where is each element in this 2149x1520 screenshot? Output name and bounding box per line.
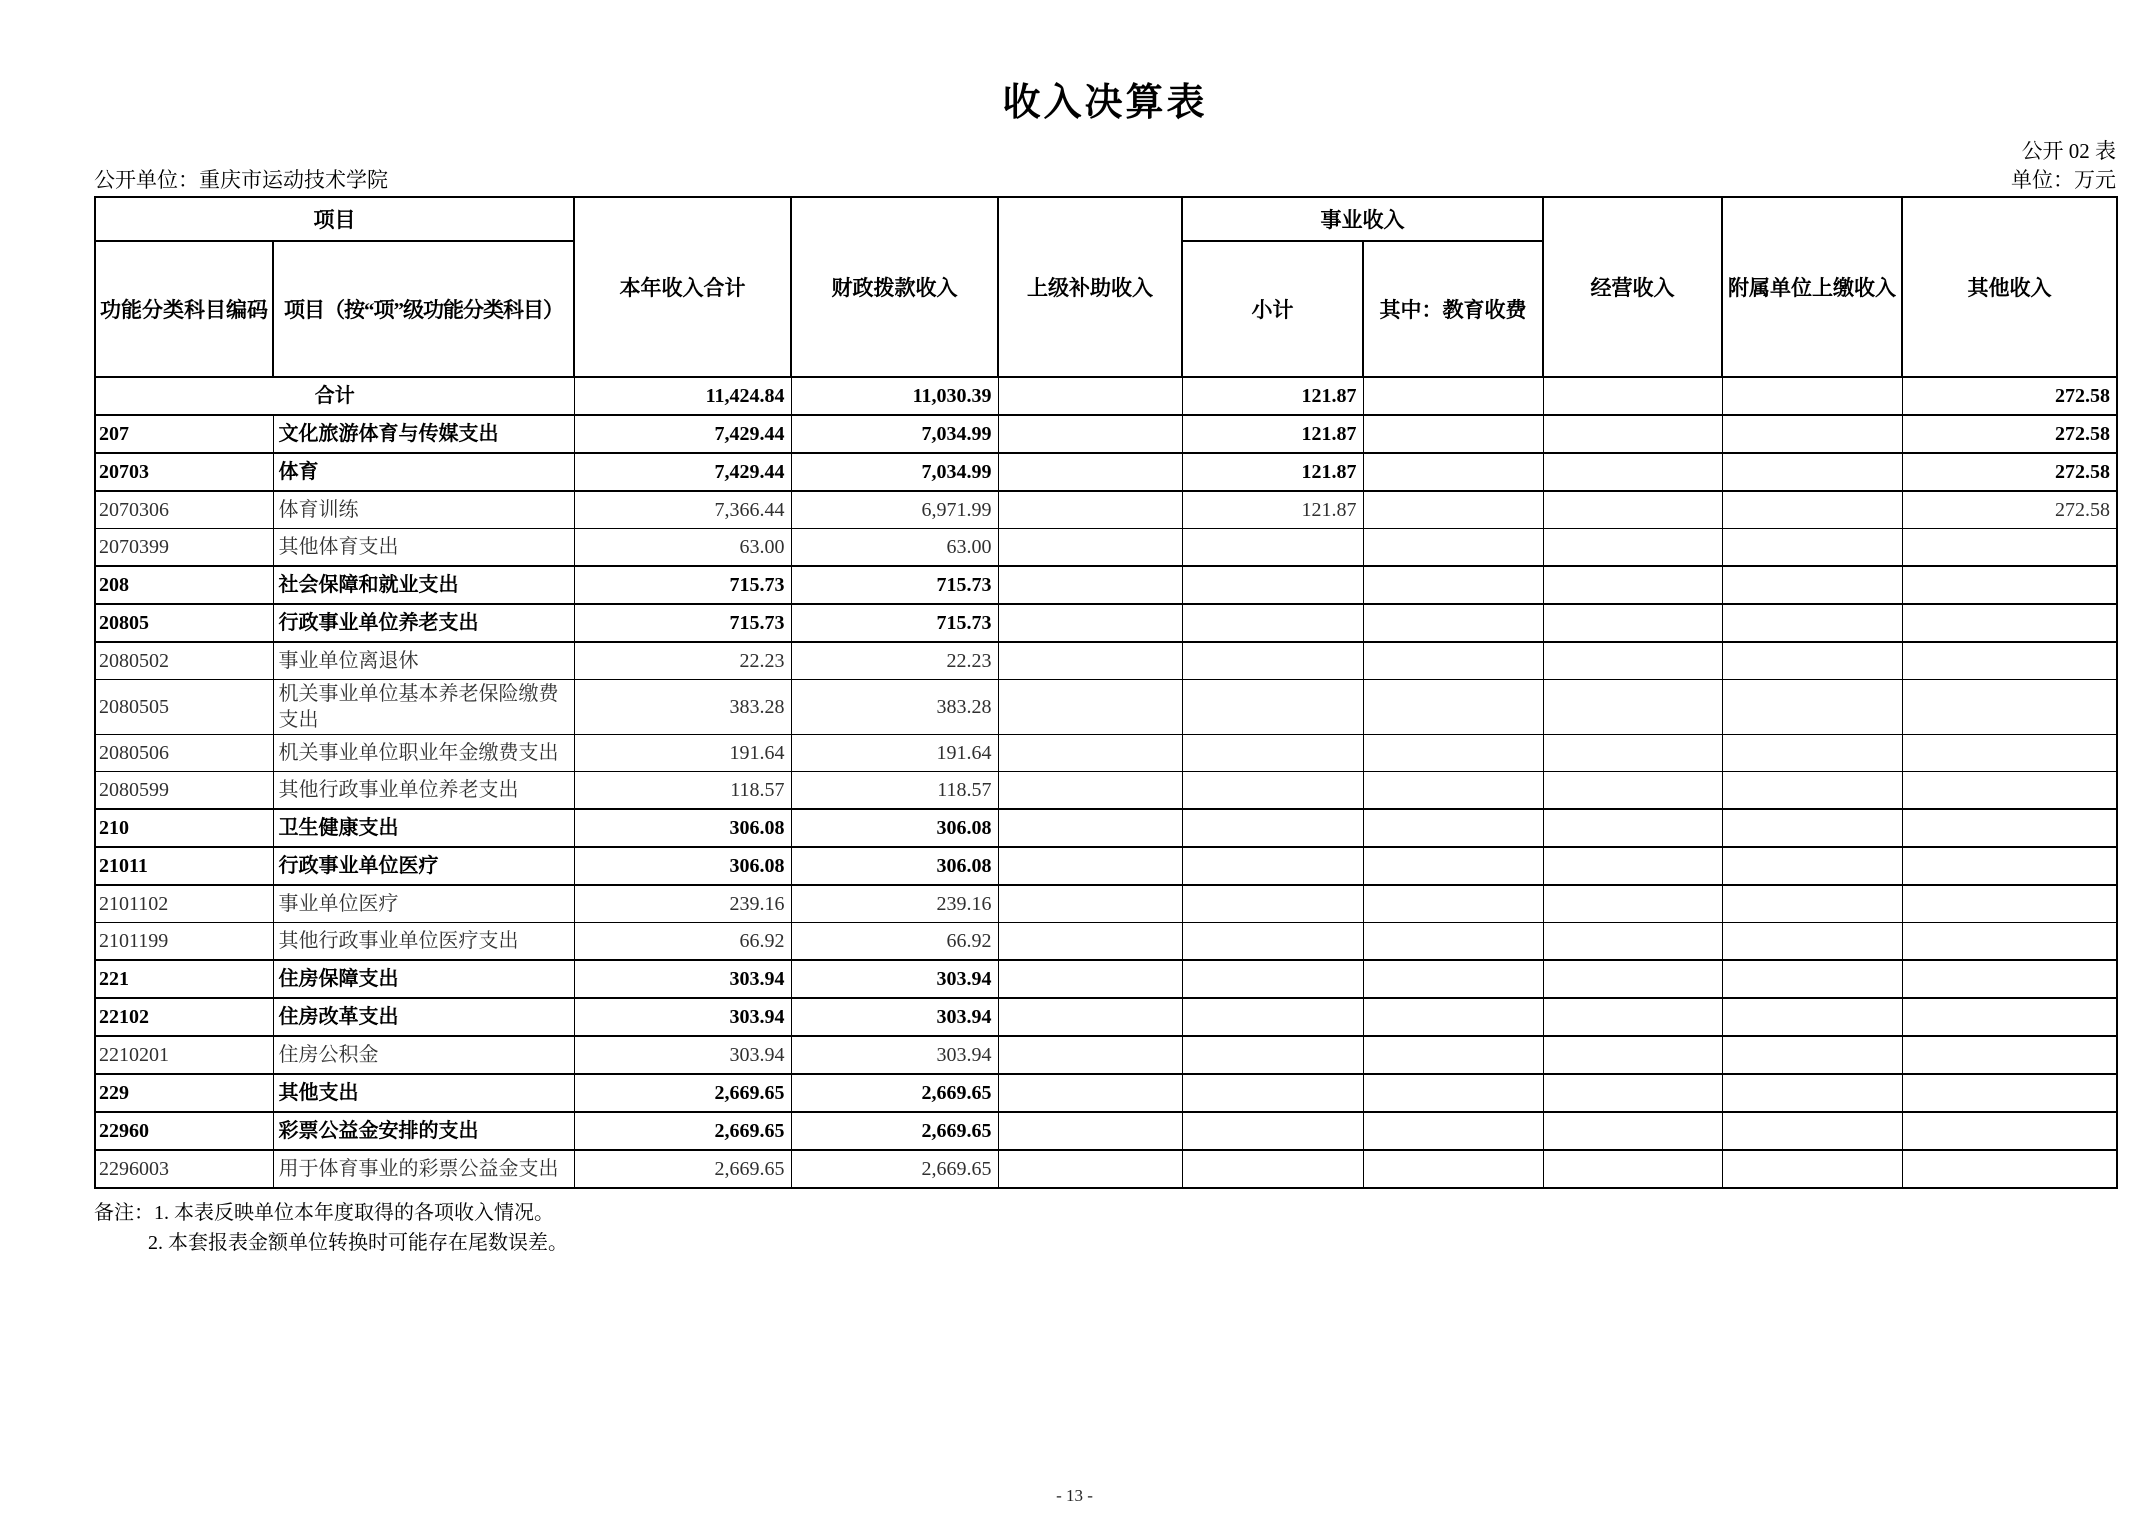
table-code-label: 公开 02 表 — [2021, 139, 2116, 163]
cell-function-code: 20805 — [95, 604, 273, 642]
header-subtotal: 小计 — [1182, 241, 1363, 377]
cell-subtotal — [1182, 960, 1363, 998]
cell-subtotal: 121.87 — [1182, 377, 1363, 415]
cell-fiscal: 22.23 — [791, 642, 998, 680]
cell-superior — [998, 1036, 1182, 1074]
cell-affiliated — [1722, 415, 1902, 453]
table-row — [95, 377, 2117, 415]
cell-education — [1363, 642, 1543, 680]
header-other-income: 其他收入 — [1902, 197, 2117, 377]
cell-superior — [998, 1074, 1182, 1112]
cell-affiliated — [1722, 642, 1902, 680]
table-row — [95, 847, 2117, 885]
cell-subtotal — [1182, 566, 1363, 604]
cell-superior — [998, 772, 1182, 810]
cell-affiliated — [1722, 809, 1902, 847]
cell-function-code: 22960 — [95, 1112, 273, 1150]
header-item-name: 项目（按“项”级功能分类科目） — [273, 241, 574, 377]
cell-fiscal: 303.94 — [791, 960, 998, 998]
cell-affiliated — [1722, 566, 1902, 604]
cell-operating — [1543, 772, 1722, 810]
cell-other — [1902, 735, 2117, 772]
cell-item-name: 其他支出 — [273, 1074, 574, 1112]
cell-subtotal — [1182, 923, 1363, 961]
cell-item-name: 行政事业单位医疗 — [273, 847, 574, 885]
table-row — [95, 680, 2117, 735]
cell-affiliated — [1722, 491, 1902, 529]
cell-superior — [998, 1112, 1182, 1150]
cell-affiliated — [1722, 772, 1902, 810]
cell-subtotal — [1182, 1036, 1363, 1074]
cell-subtotal — [1182, 1150, 1363, 1188]
cell-function-code: 2101199 — [95, 923, 273, 961]
header-row-top — [95, 197, 2117, 241]
cell-operating — [1543, 680, 1722, 735]
cell-education — [1363, 772, 1543, 810]
cell-education — [1363, 1036, 1543, 1074]
cell-function-code: 21011 — [95, 847, 273, 885]
cell-operating — [1543, 998, 1722, 1036]
cell-fiscal: 2,669.65 — [791, 1150, 998, 1188]
cell-operating — [1543, 529, 1722, 567]
cell-other: 272.58 — [1902, 415, 2117, 453]
cell-item-name: 其他行政事业单位医疗支出 — [273, 923, 574, 961]
cell-function-code: 229 — [95, 1074, 273, 1112]
cell-subtotal — [1182, 847, 1363, 885]
cell-affiliated — [1722, 1112, 1902, 1150]
cell-total: 191.64 — [574, 735, 791, 772]
cell-subtotal — [1182, 642, 1363, 680]
cell-fiscal: 7,034.99 — [791, 415, 998, 453]
cell-total: 66.92 — [574, 923, 791, 961]
income-statement-table — [94, 196, 2118, 1189]
cell-superior — [998, 415, 1182, 453]
cell-function-code: 2080502 — [95, 642, 273, 680]
header-fiscal-appropriation: 财政拨款收入 — [791, 197, 998, 377]
cell-operating — [1543, 1150, 1722, 1188]
publisher-label: 公开单位：重庆市运动技术学院 — [94, 168, 388, 192]
cell-function-code: 2210201 — [95, 1036, 273, 1074]
cell-function-code: 2296003 — [95, 1150, 273, 1188]
cell-education — [1363, 1112, 1543, 1150]
cell-total: 2,669.65 — [574, 1074, 791, 1112]
cell-other — [1902, 566, 2117, 604]
page-title: 收入决算表 — [1002, 82, 1208, 124]
cell-operating — [1543, 1112, 1722, 1150]
cell-item-name: 社会保障和就业支出 — [273, 566, 574, 604]
cell-total: 2,669.65 — [574, 1112, 791, 1150]
cell-fiscal: 715.73 — [791, 604, 998, 642]
cell-item-name: 住房改革支出 — [273, 998, 574, 1036]
cell-item-name: 机关事业单位基本养老保险缴费支出 — [273, 680, 574, 735]
table-row — [95, 960, 2117, 998]
cell-item-name: 行政事业单位养老支出 — [273, 604, 574, 642]
cell-education — [1363, 604, 1543, 642]
table-row — [95, 453, 2117, 491]
cell-other — [1902, 680, 2117, 735]
cell-subtotal — [1182, 1112, 1363, 1150]
cell-item-name: 体育训练 — [273, 491, 574, 529]
meta-row — [94, 167, 2116, 193]
cell-education — [1363, 923, 1543, 961]
cell-other — [1902, 960, 2117, 998]
cell-affiliated — [1722, 1074, 1902, 1112]
table-row — [95, 998, 2117, 1036]
header-business-income-group: 事业收入 — [1182, 197, 1543, 241]
cell-other — [1902, 1150, 2117, 1188]
cell-other — [1902, 847, 2117, 885]
header-project-group: 项目 — [95, 197, 574, 241]
cell-affiliated — [1722, 1036, 1902, 1074]
cell-fiscal: 2,669.65 — [791, 1074, 998, 1112]
cell-other: 272.58 — [1902, 453, 2117, 491]
cell-affiliated — [1722, 680, 1902, 735]
cell-fiscal: 66.92 — [791, 923, 998, 961]
cell-operating — [1543, 847, 1722, 885]
cell-item-name: 住房公积金 — [273, 1036, 574, 1074]
cell-other — [1902, 1112, 2117, 1150]
cell-superior — [998, 885, 1182, 923]
cell-subtotal — [1182, 529, 1363, 567]
cell-function-code: 207 — [95, 415, 273, 453]
cell-operating — [1543, 604, 1722, 642]
cell-operating — [1543, 642, 1722, 680]
cell-fiscal: 11,030.39 — [791, 377, 998, 415]
cell-superior — [998, 923, 1182, 961]
cell-superior — [998, 735, 1182, 772]
cell-function-code: 221 — [95, 960, 273, 998]
cell-subtotal — [1182, 998, 1363, 1036]
cell-subtotal — [1182, 809, 1363, 847]
cell-total: 306.08 — [574, 847, 791, 885]
cell-education — [1363, 885, 1543, 923]
cell-total: 303.94 — [574, 960, 791, 998]
cell-affiliated — [1722, 998, 1902, 1036]
header-function-code: 功能分类科目编码 — [95, 241, 273, 377]
cell-affiliated — [1722, 923, 1902, 961]
cell-function-code: 210 — [95, 809, 273, 847]
footnote-1: 备注：1. 本表反映单位本年度取得的各项收入情况。 — [94, 1202, 554, 1224]
cell-superior — [998, 680, 1182, 735]
cell-subtotal: 121.87 — [1182, 453, 1363, 491]
cell-other — [1902, 1036, 2117, 1074]
cell-education — [1363, 680, 1543, 735]
cell-other: 272.58 — [1902, 491, 2117, 529]
cell-other — [1902, 809, 2117, 847]
cell-operating — [1543, 491, 1722, 529]
cell-item-name: 其他行政事业单位养老支出 — [273, 772, 574, 810]
cell-item-name: 文化旅游体育与传媒支出 — [273, 415, 574, 453]
header-affiliated-income: 附属单位上缴收入 — [1722, 197, 1902, 377]
cell-superior — [998, 604, 1182, 642]
table-row — [95, 885, 2117, 923]
cell-education — [1363, 415, 1543, 453]
cell-education — [1363, 453, 1543, 491]
table-row — [95, 809, 2117, 847]
cell-item-name: 事业单位离退休 — [273, 642, 574, 680]
cell-function-code: 208 — [95, 566, 273, 604]
cell-total: 7,429.44 — [574, 453, 791, 491]
cell-item-name: 其他体育支出 — [273, 529, 574, 567]
cell-affiliated — [1722, 735, 1902, 772]
cell-function-code: 2070399 — [95, 529, 273, 567]
cell-total: 303.94 — [574, 1036, 791, 1074]
cell-affiliated — [1722, 1150, 1902, 1188]
cell-education — [1363, 960, 1543, 998]
cell-total: 239.16 — [574, 885, 791, 923]
cell-total: 2,669.65 — [574, 1150, 791, 1188]
cell-total: 383.28 — [574, 680, 791, 735]
cell-fiscal: 715.73 — [791, 566, 998, 604]
cell-operating — [1543, 453, 1722, 491]
cell-operating — [1543, 1036, 1722, 1074]
cell-total: 303.94 — [574, 998, 791, 1036]
table-row — [95, 1074, 2117, 1112]
cell-superior — [998, 1150, 1182, 1188]
cell-total: 306.08 — [574, 809, 791, 847]
table-row — [95, 1112, 2117, 1150]
cell-function-code: 20703 — [95, 453, 273, 491]
cell-education — [1363, 998, 1543, 1036]
cell-item-name: 机关事业单位职业年金缴费支出 — [273, 735, 574, 772]
table-row — [95, 772, 2117, 810]
cell-fiscal: 63.00 — [791, 529, 998, 567]
cell-total: 715.73 — [574, 566, 791, 604]
cell-other — [1902, 998, 2117, 1036]
cell-education — [1363, 847, 1543, 885]
cell-item-name: 体育 — [273, 453, 574, 491]
cell-affiliated — [1722, 847, 1902, 885]
cell-fiscal: 2,669.65 — [791, 1112, 998, 1150]
cell-other: 272.58 — [1902, 377, 2117, 415]
footnotes — [94, 1198, 2116, 1258]
cell-function-code: 2070306 — [95, 491, 273, 529]
cell-education — [1363, 377, 1543, 415]
cell-subtotal: 121.87 — [1182, 415, 1363, 453]
cell-function-code: 2101102 — [95, 885, 273, 923]
header-education-fee: 其中：教育收费 — [1363, 241, 1543, 377]
cell-total: 7,366.44 — [574, 491, 791, 529]
cell-superior — [998, 998, 1182, 1036]
cell-total: 7,429.44 — [574, 415, 791, 453]
cell-other — [1902, 529, 2117, 567]
cell-superior — [998, 960, 1182, 998]
table-row — [95, 735, 2117, 772]
cell-other — [1902, 604, 2117, 642]
cell-item-name: 卫生健康支出 — [273, 809, 574, 847]
cell-subtotal — [1182, 772, 1363, 810]
cell-affiliated — [1722, 377, 1902, 415]
cell-operating — [1543, 415, 1722, 453]
cell-operating — [1543, 885, 1722, 923]
table-row — [95, 642, 2117, 680]
cell-superior — [998, 529, 1182, 567]
cell-fiscal: 303.94 — [791, 1036, 998, 1074]
cell-education — [1363, 735, 1543, 772]
cell-operating — [1543, 735, 1722, 772]
cell-total: 63.00 — [574, 529, 791, 567]
cell-other — [1902, 1074, 2117, 1112]
cell-fiscal: 7,034.99 — [791, 453, 998, 491]
cell-item-name: 用于体育事业的彩票公益金支出 — [273, 1150, 574, 1188]
cell-superior — [998, 453, 1182, 491]
table-row — [95, 1036, 2117, 1074]
cell-total: 11,424.84 — [574, 377, 791, 415]
cell-item-name: 彩票公益金安排的支出 — [273, 1112, 574, 1150]
cell-superior — [998, 566, 1182, 604]
cell-function-code: 22102 — [95, 998, 273, 1036]
cell-subtotal — [1182, 680, 1363, 735]
cell-fiscal: 191.64 — [791, 735, 998, 772]
cell-function-code: 2080505 — [95, 680, 273, 735]
table-row — [95, 923, 2117, 961]
cell-total: 22.23 — [574, 642, 791, 680]
cell-education — [1363, 1150, 1543, 1188]
cell-education — [1363, 491, 1543, 529]
cell-fiscal: 306.08 — [791, 809, 998, 847]
cell-fiscal: 6,971.99 — [791, 491, 998, 529]
cell-affiliated — [1722, 529, 1902, 567]
table-row — [95, 1150, 2117, 1188]
table-row — [95, 604, 2117, 642]
cell-total-label: 合计 — [95, 377, 574, 415]
table-row — [95, 566, 2117, 604]
header-year-total: 本年收入合计 — [574, 197, 791, 377]
cell-other — [1902, 885, 2117, 923]
cell-fiscal: 303.94 — [791, 998, 998, 1036]
cell-superior — [998, 377, 1182, 415]
table-row — [95, 491, 2117, 529]
unit-label: 单位：万元 — [2011, 168, 2116, 192]
cell-subtotal — [1182, 885, 1363, 923]
cell-other — [1902, 642, 2117, 680]
table-row — [95, 529, 2117, 567]
table-row — [95, 415, 2117, 453]
cell-fiscal: 306.08 — [791, 847, 998, 885]
cell-fiscal: 118.57 — [791, 772, 998, 810]
cell-item-name: 住房保障支出 — [273, 960, 574, 998]
page-number: - 13 - — [1056, 1486, 1093, 1505]
cell-affiliated — [1722, 960, 1902, 998]
cell-other — [1902, 923, 2117, 961]
cell-superior — [998, 847, 1182, 885]
cell-education — [1363, 566, 1543, 604]
cell-superior — [998, 491, 1182, 529]
cell-superior — [998, 642, 1182, 680]
cell-subtotal — [1182, 735, 1363, 772]
cell-operating — [1543, 809, 1722, 847]
cell-subtotal — [1182, 604, 1363, 642]
footnote-2: 2. 本套报表金额单位转换时可能存在尾数误差。 — [148, 1232, 568, 1254]
cell-operating — [1543, 566, 1722, 604]
cell-item-name: 事业单位医疗 — [273, 885, 574, 923]
header-superior-subsidy: 上级补助收入 — [998, 197, 1182, 377]
cell-affiliated — [1722, 885, 1902, 923]
cell-operating — [1543, 377, 1722, 415]
cell-total: 715.73 — [574, 604, 791, 642]
header-operating-income: 经营收入 — [1543, 197, 1722, 377]
cell-superior — [998, 809, 1182, 847]
cell-subtotal — [1182, 1074, 1363, 1112]
cell-operating — [1543, 960, 1722, 998]
cell-total: 118.57 — [574, 772, 791, 810]
cell-affiliated — [1722, 453, 1902, 491]
cell-fiscal: 239.16 — [791, 885, 998, 923]
cell-function-code: 2080506 — [95, 735, 273, 772]
cell-other — [1902, 772, 2117, 810]
cell-operating — [1543, 923, 1722, 961]
cell-function-code: 2080599 — [95, 772, 273, 810]
cell-operating — [1543, 1074, 1722, 1112]
cell-subtotal: 121.87 — [1182, 491, 1363, 529]
cell-education — [1363, 529, 1543, 567]
cell-education — [1363, 809, 1543, 847]
cell-fiscal: 383.28 — [791, 680, 998, 735]
cell-education — [1363, 1074, 1543, 1112]
cell-affiliated — [1722, 604, 1902, 642]
